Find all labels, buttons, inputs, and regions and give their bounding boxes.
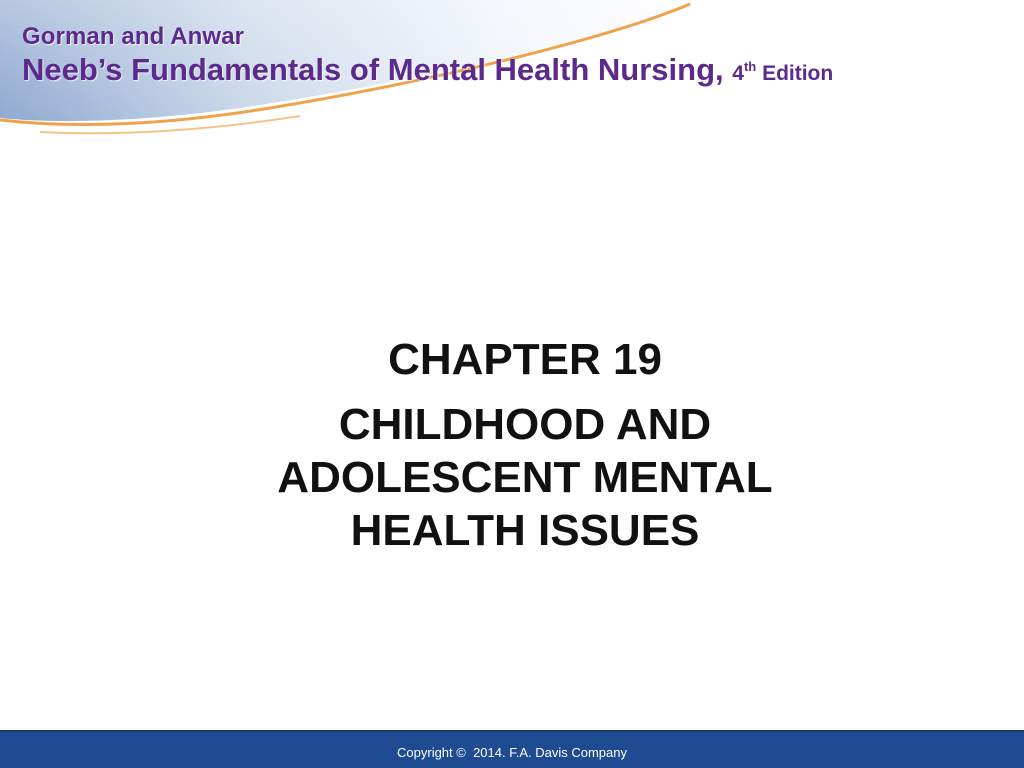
edition-suffix: th (743, 59, 757, 74)
book-title (22, 52, 833, 92)
authors: Gorman and Anwar (22, 23, 245, 50)
chapter-number: CHAPTER 19 (388, 335, 662, 384)
edition-word: Edition (762, 62, 834, 85)
chapter-title-line: CHILDHOOD AND (338, 400, 712, 449)
edition-number: 4 (732, 62, 744, 85)
header-text (22, 22, 833, 92)
chapter-title-line: HEALTH ISSUES (350, 506, 700, 555)
edition (732, 59, 834, 85)
chapter-title-line: ADOLESCENT MENTAL (277, 453, 773, 502)
copyright-text: Copyright © 2014. F.A. Davis Company (397, 745, 627, 760)
chapter-title (180, 398, 870, 557)
book-title-text: Neeb’s Fundamentals of Mental Health Nursing, (22, 52, 724, 87)
chapter-heading (180, 332, 870, 557)
